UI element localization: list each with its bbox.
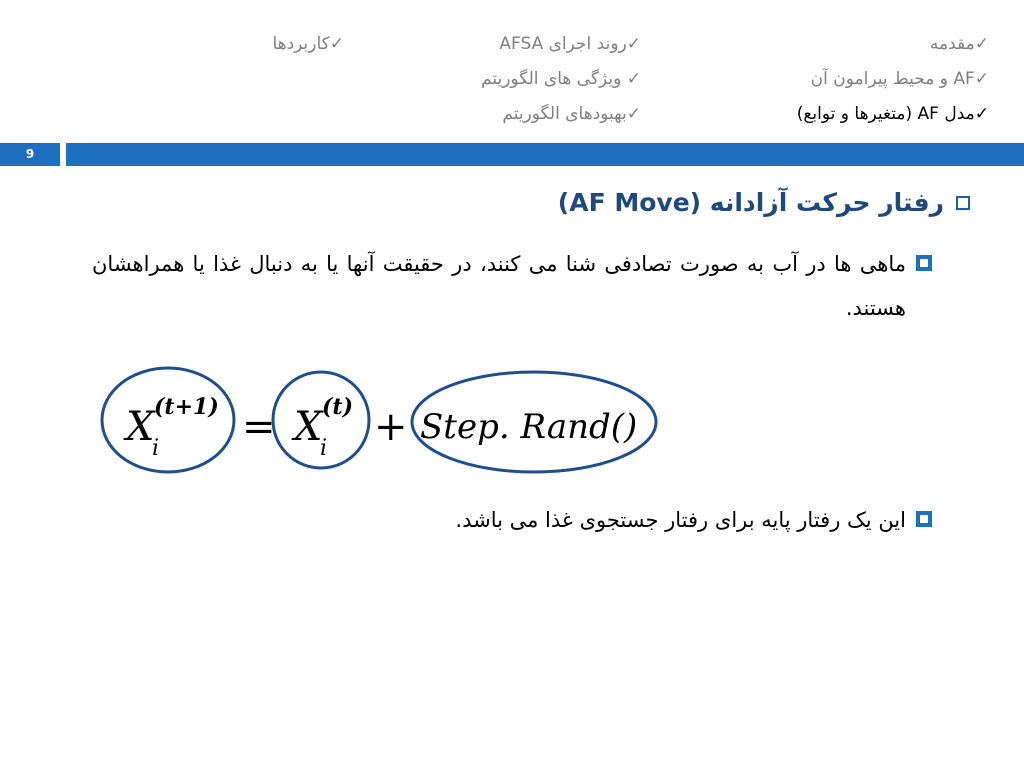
bullet-item-1 [92, 242, 932, 330]
nav-item-algorithm-improvements[interactable] [502, 103, 641, 125]
formula [98, 360, 668, 480]
check-icon: ✓ [974, 104, 989, 124]
lhs-highlight-ellipse [102, 368, 234, 472]
nav-item-algorithm-features[interactable] [481, 68, 641, 90]
check-icon: ✓ [974, 69, 989, 89]
plus-sign: + [374, 404, 408, 450]
check-icon: ✓ [974, 34, 989, 54]
nav-item-af-environment[interactable] [811, 68, 989, 90]
check-icon: ✓ [626, 69, 641, 89]
nav-item-intro[interactable] [930, 33, 989, 55]
nav-item-label: مقدمه [929, 34, 975, 54]
nav-item-afsa-procedure[interactable] [499, 33, 641, 55]
nav-item-label: بهبودهای الگوریتم [502, 104, 627, 124]
slide-heading-text: رفتار حرکت آزادانه (AF Move) [557, 188, 944, 217]
bullet-text: ماهی ها در آب به صورت تصادفی شنا می کنند، در حقیقت آنها یا به دنبال غذا یا همراهشان هستند. [92, 252, 906, 320]
lhs-base: X [126, 404, 155, 450]
rhs2-term: Step. Rand() [420, 407, 638, 447]
nav-item-label: کاربردها [272, 34, 330, 54]
bullet-item-2 [455, 498, 932, 542]
rhs1-superscript: (t) [322, 394, 353, 420]
square-bullet-icon [916, 511, 932, 527]
header-divider-bar [66, 143, 1024, 166]
page-number: 9 [0, 143, 60, 166]
nav-item-label: روند اجرای AFSA [499, 34, 627, 54]
outline-square-bullet-icon [956, 196, 970, 210]
formula-graphic [98, 360, 668, 480]
nav-item-label: AF و محیط پیرامون آن [810, 69, 975, 89]
lhs-subscript: i [152, 436, 160, 461]
check-icon: ✓ [626, 104, 641, 124]
check-icon: ✓ [329, 34, 344, 54]
slide-heading [558, 188, 970, 217]
nav-item-label: مدل AF (متغیرها و توابع) [796, 104, 975, 124]
rhs1-base: X [294, 404, 323, 450]
rhs1-subscript: i [320, 436, 328, 461]
lhs-superscript: (t+1) [154, 394, 219, 420]
bullet-text: این یک رفتار پایه برای رفتار جستجوی غذا می باشد. [455, 508, 906, 532]
top-navigation [0, 0, 1024, 140]
check-icon: ✓ [626, 34, 641, 54]
square-bullet-icon [916, 255, 932, 271]
equals-sign: = [242, 404, 276, 450]
nav-item-af-model[interactable] [797, 103, 989, 125]
nav-item-applications[interactable] [272, 33, 344, 55]
nav-item-label: ویژگی های الگوریتم [481, 69, 627, 89]
